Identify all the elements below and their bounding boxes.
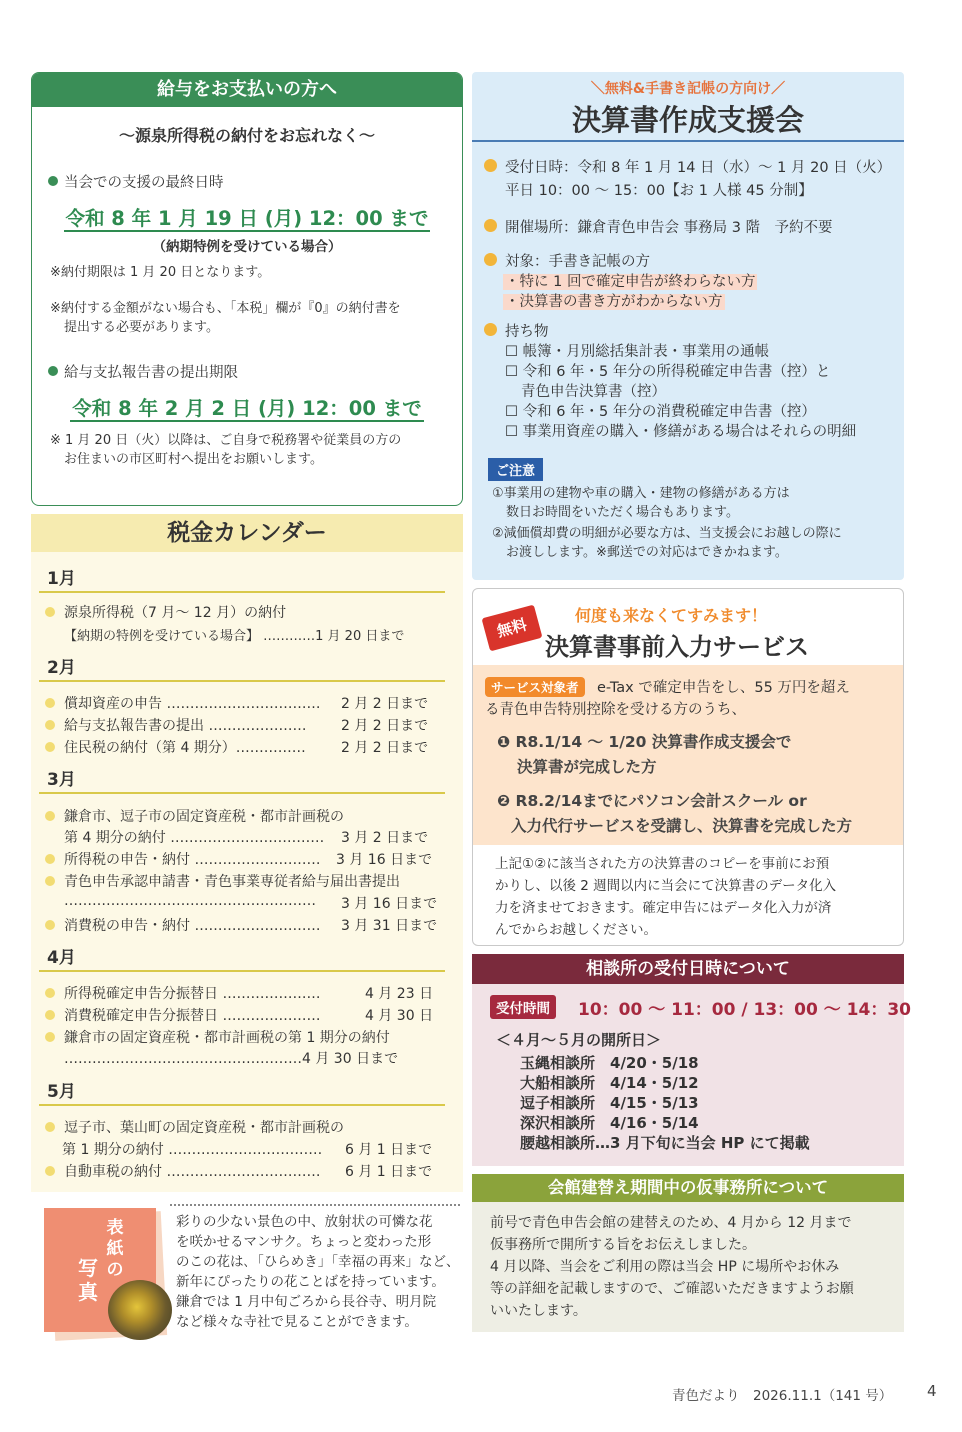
- open-period: ＜４月～５月の開所日＞: [496, 1031, 662, 1049]
- item-2b: 青色申告決算書（控）: [521, 384, 666, 400]
- calendar-date: 2 月 2 日まで: [341, 718, 429, 734]
- calendar-row: 第 1 期分の納付 ……………………………: [62, 1142, 323, 1158]
- calendar-row: ……………………………………………4 月 30 日まで: [64, 1051, 399, 1067]
- target-item-1: ・特に 1 回で確定申告が終わらない方: [505, 274, 756, 290]
- calendar-date: 2 月 2 日まで: [341, 696, 429, 712]
- calendar-header: 税金カレンダー: [31, 514, 463, 552]
- office-item: 逗子相談所 4/15・5/13: [520, 1094, 699, 1112]
- pre-input-service-box: [472, 588, 904, 946]
- calendar-row: 逗子市、葉山町の固定資産税・都市計画税の: [45, 1117, 344, 1137]
- calendar-row: 【納期の特例を受けている場合】 …………1 月 20 日まで: [64, 629, 405, 644]
- calendar-row: 源泉所得税（7 月～ 12 月）の納付: [45, 602, 286, 622]
- calendar-row: 鎌倉市、逗子市の固定資産税・都市計画税の: [45, 806, 344, 826]
- month-divider: [39, 792, 445, 794]
- calendar-row: 所得税の申告・納付 ………………………: [45, 849, 320, 869]
- support-session-box: [472, 72, 904, 580]
- caution-badge: ご注意: [488, 458, 543, 481]
- footer-publication: 青色だより 2026.11.1（141 号）: [672, 1388, 893, 1404]
- calendar-row: 第 4 期分の納付 ……………………………: [64, 830, 325, 846]
- support-title-underline: [472, 140, 904, 142]
- note-2a: ※納付する金額がない場合も、「本税」欄が『0』の納付書を: [50, 301, 401, 316]
- caution-2a: ②減価償却費の明細が必要な方は、当支援会にお越しの際に: [492, 526, 842, 541]
- pin-icon: [484, 323, 497, 336]
- month-divider: [39, 680, 445, 682]
- dotted-divider: [170, 1204, 460, 1206]
- support-title: 決算書作成支援会: [571, 103, 804, 137]
- venue-line: 開催場所：鎌倉青色申告会 事務局 3 階 予約不要: [484, 216, 833, 237]
- calendar-row: ………………………………………………: [64, 893, 316, 909]
- target-text-2: る青色申告特別控除を受ける方のうち、: [485, 702, 746, 718]
- month-label: 4月: [47, 948, 76, 968]
- month-divider: [39, 1104, 445, 1106]
- reception-time: 10：00 ～ 11：00 / 13：00 ～ 14：30: [578, 1000, 911, 1020]
- calendar-date: 2 月 2 日まで: [341, 740, 429, 756]
- support-tag: ＼無料&手書き記帳の方向け／: [590, 81, 786, 97]
- calendar-date: 4 月 23 日: [365, 986, 434, 1002]
- time-tag: 受付時間: [490, 995, 556, 1019]
- pin-icon: [484, 253, 497, 266]
- free-badge: 無料: [482, 605, 543, 652]
- caution-2b: お渡しします。※郵送での対応はできかねます。: [506, 545, 788, 560]
- month-label: 5月: [47, 1082, 76, 1102]
- consultation-box: [472, 954, 911, 1166]
- month-label: 2月: [47, 658, 76, 678]
- page-number: 4: [927, 1382, 937, 1400]
- office-item: 玉縄相談所 4/20・5/18: [520, 1054, 699, 1072]
- office-list: [520, 1053, 810, 1153]
- salary-subtitle: ～源泉所得税の納付をお忘れなく～: [118, 126, 375, 145]
- calendar-date: 3 月 31 日まで: [341, 918, 438, 934]
- items-title: 持ち物: [484, 320, 549, 341]
- item-1: ☐ 帳簿・月別総括集計表・事業用の通帳: [505, 344, 770, 360]
- temporary-office-box: [472, 1174, 904, 1332]
- salary-header: 給与をお支払いの方へ: [32, 73, 462, 107]
- office-item: 腰越相談所…3 月下旬に当会 HP にて掲載: [520, 1134, 810, 1152]
- calendar-row: 住民税の納付（第 4 期分）……………: [45, 737, 306, 757]
- tax-calendar: [31, 514, 463, 1192]
- item-2: ☐ 令和 6 年・5 年分の所得税確定申告書（控）と: [505, 364, 831, 380]
- condition-2b: 入力代行サービスを受講し、決算書を完成した方: [511, 817, 853, 835]
- office-item: 大船相談所 4/14・5/12: [520, 1074, 699, 1092]
- note-2b: 提出する必要があります。: [64, 320, 219, 335]
- month-label: 3月: [47, 770, 76, 790]
- salary-item-2: 給与支払報告書の提出期限: [48, 361, 238, 382]
- temp-office-body: 前号で青色申告会館の建替えのため、4 月から 12 月まで 仮事務所で開所する旨をお伝えしました。 4 月以降、当会をご利用の際は当会 HP に場所やお休み 等の詳細を記載しますので、ご確認いただきますようお願 いいたします。: [490, 1215, 854, 1319]
- consultation-header: 相談所の受付日時について: [472, 954, 904, 984]
- pin-icon: [484, 219, 497, 232]
- calendar-date: 6 月 1 日まで: [345, 1164, 433, 1180]
- target-text-1: e-Tax で確定申告をし、55 万円を超え: [597, 680, 850, 696]
- calendar-date: 4 月 30 日: [365, 1008, 434, 1024]
- month-divider: [39, 591, 445, 593]
- bullet-dot-icon: [48, 176, 58, 186]
- item-3: ☐ 令和 6 年・5 年分の消費税確定申告書（控）: [505, 404, 816, 420]
- pin-icon: [484, 159, 497, 172]
- month-divider: [39, 970, 445, 972]
- note-3b: お住まいの市区町村へ提出をお願いします。: [64, 452, 323, 467]
- cover-label-2: 写 真: [78, 1256, 98, 1304]
- salary-notice-box: [31, 72, 463, 506]
- cover-description: 彩りの少ない景色の中、放射状の可憐な花 を咲かせるマンサク。ちょっと変わった形 のこの花は､「ひらめき」「幸福の再来」など、 新年にぴったりの花ことばを持っています。 鎌倉では 1 月中旬ごろから長谷寺、明月院 など様々な寺社で見ることができます。: [176, 1214, 460, 1330]
- calendar-row: 鎌倉市の固定資産税・都市計画税の第 1 期分の納付: [45, 1027, 390, 1047]
- calendar-row: 所得税確定申告分振替日 …………………: [45, 983, 320, 1003]
- temp-office-header: 会館建替え期間中の仮事務所について: [472, 1174, 904, 1202]
- salary-item-1: 当会での支援の最終日時: [48, 171, 224, 192]
- month-label: 1月: [47, 569, 76, 589]
- calendar-date: 3 月 16 日まで: [336, 852, 433, 868]
- pre-body: 上記①②に該当された方の決算書のコピーを事前にお預 かりし、以後 2 週間以内に当会にて決算書のデータ化入 力を済ませておきます。確定申告にはデータ化入力が済 んでからお越しください。: [495, 856, 837, 938]
- caution-1a: ①事業用の建物や車の購入・建物の修繕がある方は: [492, 486, 790, 501]
- calendar-row: 消費税の申告・納付 ………………………: [45, 915, 320, 935]
- office-item: 深沢相談所 4/16・5/14: [520, 1114, 699, 1132]
- calendar-row: 償却資産の申告 ……………………………: [45, 693, 320, 713]
- calendar-date: 3 月 16 日まで: [341, 896, 438, 912]
- calendar-row: 消費税確定申告分振替日 …………………: [45, 1005, 320, 1025]
- salary-deadline-1: 令和 8 年 1 月 19 日 (月) 12：00 まで: [65, 207, 429, 230]
- calendar-row: 自動車税の納付 ……………………………: [45, 1161, 320, 1181]
- witch-hazel-photo: [108, 1280, 172, 1340]
- reception-line: 受付日時：令和 8 年 1 月 14 日（水）～ 1 月 20 日（火）: [484, 156, 891, 177]
- calendar-row: 給与支払報告書の提出 …………………: [45, 715, 306, 735]
- bullet-dot-icon: [48, 366, 58, 376]
- reception-line-2: 平日 10：00 ～ 15：00【お 1 人様 45 分制】: [505, 183, 813, 199]
- pre-catch: 何度も来なくてすみます！: [575, 606, 768, 625]
- caution-1b: 数日お時間をいただく場合もあります。: [506, 505, 739, 520]
- target-item-2: ・決算書の書き方がわからない方: [505, 294, 723, 310]
- target-tag: サービス対象者: [485, 677, 585, 697]
- condition-1a: ❶ R8.1/14 ～ 1/20 決算書作成支援会で: [497, 733, 792, 751]
- deadline-note: （納期特例を受けている場合）: [152, 239, 342, 255]
- item-4: ☐ 事業用資産の購入・修繕がある場合はそれらの明細: [505, 424, 857, 440]
- condition-2a: ❷ R8.2/14までにパソコン会計スクール or: [497, 792, 807, 810]
- note-1: ※納付期限は 1 月 20 日となります。: [50, 265, 271, 280]
- condition-1b: 決算書が完成した方: [517, 758, 657, 776]
- calendar-date: 3 月 2 日まで: [341, 830, 429, 846]
- calendar-row: 青色申告承認申請書・青色事業専従者給与届出書提出: [45, 871, 400, 891]
- salary-deadline-2: 令和 8 年 2 月 2 日 (月) 12：00 まで: [72, 397, 422, 420]
- cover-label-1: 表 紙 の: [106, 1218, 124, 1280]
- pre-title: 決算書事前入力サービス: [545, 633, 809, 661]
- calendar-date: 6 月 1 日まで: [345, 1142, 433, 1158]
- target-line: 対象：手書き記帳の方: [484, 250, 650, 271]
- note-3a: ※ 1 月 20 日（火）以降は、ご自身で税務署や従業員の方の: [50, 433, 402, 448]
